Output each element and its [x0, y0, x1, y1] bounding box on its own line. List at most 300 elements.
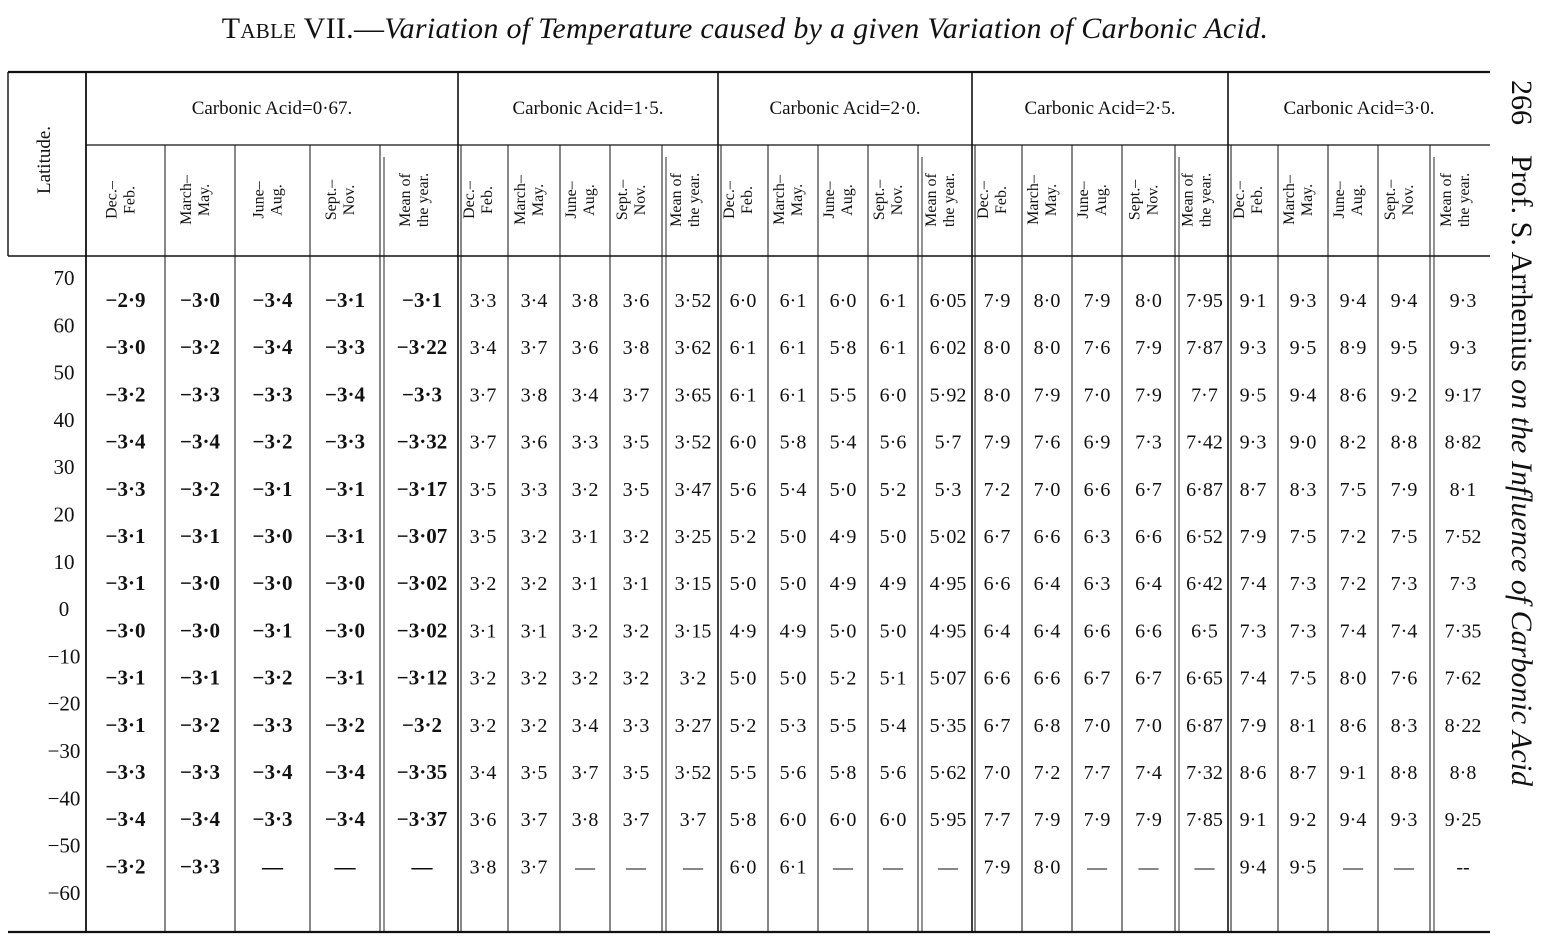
- table-cell: −3·0: [180, 288, 220, 312]
- table-cell: 3·2: [622, 620, 650, 643]
- column-header-line1: March–: [771, 175, 788, 225]
- table-cell: 8·3: [1289, 478, 1317, 501]
- group-label: Carbonic Acid=0·67.: [191, 98, 353, 119]
- table-cell: 7·0: [1135, 714, 1162, 737]
- table-cell: 6·6: [983, 667, 1011, 690]
- table-cell: 6·4: [1033, 573, 1061, 596]
- column-header-line2: Feb.: [121, 186, 139, 214]
- table-cell: 3·2: [622, 526, 650, 548]
- table-cell: 3·7: [520, 337, 548, 360]
- table-cell: 3·7: [520, 809, 548, 832]
- column-header-line1: March–: [178, 175, 195, 225]
- table-cell: −3·3: [180, 760, 220, 784]
- table-cell: 3·7: [469, 431, 497, 454]
- latitude-label: 30: [53, 455, 75, 480]
- table-cell: −3·1: [105, 665, 146, 690]
- table-cell: 3·52: [674, 762, 712, 784]
- table-cell: 9·4: [1390, 290, 1418, 312]
- table-cell: 7·7: [1191, 384, 1218, 407]
- table-cell: 5·02: [929, 526, 967, 548]
- table-cell: 3·47: [674, 478, 712, 501]
- table-cell: —: [938, 856, 958, 879]
- table-cell: −3·12: [396, 665, 448, 690]
- table-cell: 6·4: [983, 620, 1011, 643]
- column-header-line2: the year.: [941, 172, 958, 228]
- table-cell: 5·6: [729, 478, 757, 501]
- table-cell: 4·9: [829, 526, 857, 548]
- table-cell: 5·8: [729, 809, 757, 832]
- table-cell: −3·3: [180, 854, 220, 879]
- table-cell: 6·9: [1083, 431, 1111, 454]
- table-cell: 9·4: [1339, 290, 1367, 312]
- table-cell: 7·4: [1239, 573, 1267, 596]
- table-cell: −3·4: [325, 807, 365, 832]
- table-cell: −3·1: [105, 571, 146, 596]
- table-cell: −3·1: [325, 288, 365, 312]
- latitude-label: −60: [47, 880, 81, 905]
- table-cell: 6·0: [729, 290, 757, 312]
- table-cell: 6·7: [1135, 667, 1162, 690]
- table-cell: 9·4: [1289, 384, 1317, 407]
- table-cell: 3·7: [520, 856, 548, 879]
- table-cell: 7·9: [983, 856, 1011, 879]
- table-cell: 7·7: [983, 809, 1011, 832]
- table-cell: 6·0: [729, 431, 757, 454]
- table-cell: −3·0: [252, 571, 293, 596]
- column-header-line1: Sept.–: [614, 179, 631, 221]
- table-cell: −3·07: [396, 524, 448, 548]
- table-cell: 8·6: [1339, 384, 1367, 407]
- table-cell: 9·4: [1239, 856, 1267, 879]
- column-header-line1: Dec.–: [1231, 181, 1248, 219]
- table-cell: 7·0: [983, 762, 1011, 784]
- table-cell: 9·25: [1444, 809, 1482, 832]
- table-cell: 8·2: [1339, 431, 1367, 454]
- running-head-author: Prof. S. Arrhenius: [1505, 155, 1538, 372]
- table-cell: 3·7: [679, 809, 707, 832]
- table-cell: 6·0: [829, 809, 857, 832]
- table-cell: 5·3: [779, 714, 807, 737]
- latitude-label: 40: [53, 407, 75, 432]
- group-label: Carbonic Acid=3·0.: [1283, 98, 1435, 119]
- table-cell: 6·05: [929, 290, 967, 312]
- table-cell: 7·9: [1033, 384, 1061, 407]
- group-label: Carbonic Acid=2·0.: [769, 98, 921, 119]
- table-cell: 6·6: [1033, 526, 1061, 548]
- latitude-label: −40: [47, 786, 81, 811]
- table-cell: 5·0: [829, 620, 857, 643]
- column-header-line2: Nov.: [1400, 184, 1417, 216]
- table-cell: 7·9: [1239, 714, 1267, 737]
- table-cell: 6·65: [1186, 667, 1223, 690]
- table-cell: 7·9: [1135, 337, 1162, 360]
- table-cell: 5·0: [779, 573, 807, 596]
- table-cell: 5·6: [779, 762, 807, 784]
- table-cell: 3·2: [679, 667, 707, 690]
- table-cell: 6·4: [1033, 620, 1061, 643]
- column-header-line2: Feb.: [479, 186, 496, 214]
- column-header-line2: May.: [1299, 183, 1316, 217]
- table-cell: −3·2: [105, 382, 146, 407]
- table-cell: −3·1: [325, 476, 365, 501]
- table-cell: 7·52: [1444, 526, 1482, 548]
- table-cell: −3·4: [105, 429, 146, 454]
- table-cell: 7·9: [1135, 384, 1162, 407]
- table-cell: 3·6: [469, 809, 497, 832]
- table-cell: 7·35: [1444, 620, 1482, 643]
- column-header-line1: June–: [821, 181, 838, 219]
- table-cell: 9·3: [1390, 809, 1418, 832]
- column-header-line1: June–: [1075, 181, 1092, 219]
- table-cell: −3·4: [180, 807, 220, 832]
- table-cell: 6·3: [1083, 526, 1111, 548]
- table-cell: 7·4: [1339, 620, 1367, 643]
- table-cell: −3·02: [396, 618, 448, 643]
- table-cell: 7·0: [1083, 714, 1111, 737]
- table-cell: 3·5: [622, 431, 650, 454]
- table-cell: —: [1087, 856, 1107, 879]
- table-cell: −3·37: [396, 807, 448, 832]
- table-cell: 6·1: [879, 290, 907, 312]
- table-cell: 8·7: [1239, 478, 1267, 501]
- table-cell: 5·0: [829, 478, 857, 501]
- column-header-line2: May.: [196, 183, 213, 217]
- column-header-line2: Feb.: [739, 186, 756, 214]
- table-cell: 8·8: [1390, 431, 1418, 454]
- table-cell: —: [334, 854, 356, 879]
- table-cell: 7·7: [1083, 762, 1111, 784]
- table-cell: 3·15: [674, 620, 712, 643]
- table-cell: 3·7: [622, 384, 650, 407]
- column-header-line1: Mean of: [923, 173, 940, 227]
- table-cell: 7·4: [1135, 762, 1162, 784]
- table-cell: 5·7: [934, 431, 962, 454]
- table-cell: 9·5: [1289, 337, 1317, 360]
- table-cell: 7·2: [1033, 762, 1061, 784]
- table-cell: —: [1343, 856, 1363, 879]
- page-number: 266: [1505, 80, 1538, 125]
- table-cell: 3·1: [622, 573, 650, 596]
- table-cell: 9·3: [1449, 290, 1477, 312]
- table-cell: 5·0: [779, 667, 807, 690]
- table-cell: 7·9: [1033, 809, 1061, 832]
- table-cell: —: [833, 856, 853, 879]
- table-cell: −3·3: [402, 382, 442, 407]
- table-cell: 3·6: [571, 337, 599, 360]
- table-cell: 3·52: [674, 290, 712, 312]
- table-cell: 6·7: [1083, 667, 1111, 690]
- table-cell: 3·25: [674, 526, 712, 548]
- table-cell: 8·8: [1449, 762, 1477, 784]
- table-cell: −3·4: [325, 382, 365, 407]
- table-cell: 7·6: [1083, 337, 1111, 360]
- table-cell: −3·0: [325, 618, 365, 643]
- table-cell: 3·2: [520, 667, 548, 690]
- table-cell: 5·6: [879, 762, 907, 784]
- table-cell: −3·3: [325, 335, 365, 360]
- table-cell: 7·87: [1186, 337, 1223, 360]
- table-cell: 9·1: [1339, 762, 1367, 784]
- table-cell: −3·3: [325, 429, 365, 454]
- table-cell: 3·2: [469, 573, 497, 596]
- column-header-line1: Mean of: [1179, 173, 1197, 227]
- table-cell: 4·9: [829, 573, 857, 596]
- table-cell: 5·95: [929, 809, 967, 832]
- table-cell: 5·62: [929, 762, 967, 784]
- table-cell: 3·1: [571, 526, 599, 548]
- table-cell: −3·32: [396, 429, 448, 454]
- table-cell: 9·3: [1449, 337, 1477, 360]
- column-header-line1: Sept.–: [1126, 179, 1144, 221]
- table-cell: 7·6: [1390, 667, 1418, 690]
- table-cell: 3·52: [674, 431, 712, 454]
- latitude-label: −50: [47, 833, 81, 858]
- table-cell: 6·1: [729, 384, 757, 407]
- table-cell: −3·4: [252, 288, 293, 312]
- table-cell: 7·3: [1135, 431, 1162, 454]
- column-header-line1: Sept.–: [1382, 179, 1399, 221]
- table-cell: 3·2: [571, 667, 599, 690]
- table-cell: −3·1: [180, 524, 220, 548]
- table-cell: 6·7: [983, 714, 1011, 737]
- table-cell: 7·9: [1239, 526, 1267, 548]
- column-header-line1: Sept.–: [323, 179, 340, 221]
- table-cell: 5·8: [779, 431, 807, 454]
- table-cell: 3·5: [622, 762, 650, 784]
- group-label: Carbonic Acid=2·5.: [1024, 98, 1176, 119]
- table-cell: 7·32: [1186, 762, 1223, 784]
- table-cell: 3·1: [520, 620, 548, 643]
- column-header-line2: the year.: [1197, 172, 1215, 228]
- table-cell: 7·5: [1339, 478, 1367, 501]
- table-cell: 6·0: [779, 809, 807, 832]
- table-cell: 3·4: [571, 714, 599, 737]
- table-cell: 3·5: [469, 478, 497, 501]
- table-cell: 6·1: [779, 290, 807, 312]
- table-cell: −3·02: [396, 571, 448, 596]
- table-cell: 6·0: [879, 809, 907, 832]
- table-cell: 5·2: [729, 714, 757, 737]
- table-cell: 7·4: [1239, 667, 1267, 690]
- table-cell: −3·2: [325, 712, 365, 737]
- table-cell: 5·0: [779, 526, 807, 548]
- table-cell: 6·7: [983, 526, 1011, 548]
- table-cell: 6·8: [1033, 714, 1061, 737]
- table-cell: 9·3: [1239, 431, 1267, 454]
- table-cell: 6·6: [1083, 620, 1111, 643]
- table-cell: 4·9: [779, 620, 807, 643]
- table-cell: 8·6: [1239, 762, 1267, 784]
- table-cell: −3·4: [180, 429, 220, 454]
- table-cell: 3·3: [469, 290, 497, 312]
- table-cell: 7·9: [1135, 809, 1162, 832]
- table-cell: 3·8: [571, 809, 599, 832]
- column-header-line2: the year.: [686, 172, 703, 228]
- table-cell: 8·0: [1033, 337, 1061, 360]
- table-cell: −3·0: [252, 524, 293, 548]
- column-header-line2: May.: [789, 183, 806, 217]
- table-cell: 6·6: [1135, 526, 1162, 548]
- table-cell: −3·3: [180, 382, 220, 407]
- table-cell: −3·0: [180, 618, 220, 643]
- table-cell: 6·0: [729, 856, 757, 879]
- table-cell: −3·1: [252, 476, 293, 501]
- table-cell: 3·2: [622, 667, 650, 690]
- table-cell: 5·4: [879, 714, 907, 737]
- table-cell: 8·7: [1289, 762, 1317, 784]
- column-header-line2: Aug.: [839, 184, 856, 216]
- table-cell: 5·5: [829, 714, 857, 737]
- table-cell: 3·1: [469, 620, 497, 643]
- table-cell: 6·6: [1083, 478, 1111, 501]
- table-cell: 8·9: [1339, 337, 1367, 360]
- table-cell: −3·0: [105, 618, 146, 643]
- table-cell: −3·0: [180, 571, 220, 596]
- table-cell: 3·8: [469, 856, 497, 879]
- table-cell: −3·3: [252, 807, 293, 832]
- table-cell: 3·8: [571, 290, 599, 312]
- table-cell: 3·2: [571, 478, 599, 501]
- table-cell: 7·9: [983, 431, 1011, 454]
- table-cell: −3·1: [105, 524, 146, 548]
- table-cell: 4·95: [929, 620, 967, 643]
- column-header-line1: June–: [563, 181, 580, 219]
- column-header-line2: the year.: [415, 172, 432, 228]
- table-cell: −3·3: [105, 476, 146, 501]
- table-cell: 3·2: [469, 667, 497, 690]
- table-cell: 5·0: [879, 620, 907, 643]
- table-cell: —: [1194, 856, 1215, 879]
- table-cell: 5·4: [779, 478, 807, 501]
- table-cell: 5·0: [879, 526, 907, 548]
- latitude-label: 0: [58, 597, 70, 622]
- table-cell: −3·3: [252, 382, 293, 407]
- table-cell: −3·2: [252, 665, 293, 690]
- table-cell: 8·0: [1339, 667, 1367, 690]
- table-cell: 6·42: [1186, 573, 1223, 596]
- table-cell: 7·5: [1390, 526, 1418, 548]
- table-caption: Variation of Temperature caused by a given Variation of Carbonic Acid.: [384, 12, 1269, 45]
- table-cell: 3·4: [469, 337, 497, 360]
- column-header-line2: Aug.: [581, 184, 598, 216]
- table-cell: 5·1: [879, 667, 907, 690]
- table-label: Table VII.—: [221, 12, 385, 45]
- table-cell: 6·1: [729, 337, 757, 360]
- table-cell: −3·2: [402, 712, 442, 737]
- table-cell: 5·2: [729, 526, 757, 548]
- column-header-line1: Dec.–: [975, 181, 992, 219]
- table-cell: 8·22: [1444, 714, 1482, 737]
- table-cell: 6·6: [983, 573, 1011, 596]
- table-cell: −3·35: [396, 760, 448, 784]
- column-header-line2: the year.: [1456, 172, 1473, 228]
- table-cell: −3·4: [252, 335, 293, 360]
- table-cell: 3·2: [520, 573, 548, 596]
- group-label: Carbonic Acid=1·5.: [512, 98, 664, 119]
- table-cell: 6·5: [1191, 620, 1218, 643]
- table-cell: 8·0: [1033, 856, 1061, 879]
- table-cell: 7·2: [1339, 573, 1367, 596]
- table-cell: 3·4: [571, 384, 599, 407]
- latitude-label: −30: [47, 739, 81, 763]
- table-cell: −3·2: [252, 429, 293, 454]
- table-cell: 7·2: [983, 478, 1011, 501]
- column-header-line2: Feb.: [993, 186, 1010, 214]
- table-cell: 7·5: [1289, 526, 1317, 548]
- table-cell: 9·5: [1390, 337, 1418, 360]
- table-cell: 3·8: [520, 384, 548, 407]
- table-cell: 6·87: [1186, 714, 1223, 737]
- column-header-line2: Nov.: [632, 184, 649, 216]
- column-header-line2: Nov.: [1144, 184, 1162, 216]
- latitude-label: 60: [53, 313, 75, 338]
- column-header-line1: March–: [512, 175, 529, 225]
- table-cell: 3·3: [571, 431, 599, 454]
- table-cell: −3·1: [325, 665, 365, 690]
- table-cell: 3·4: [520, 290, 548, 312]
- table-cell: 3·2: [571, 620, 599, 643]
- latitude-label: −10: [47, 644, 81, 669]
- table-cell: 7·0: [1033, 478, 1061, 501]
- table-cell: −3·17: [396, 476, 448, 501]
- table-cell: 3·15: [674, 573, 712, 596]
- column-header-line1: Mean of: [668, 173, 685, 227]
- table-cell: −3·4: [325, 760, 365, 784]
- table-cell: 5·35: [929, 714, 967, 737]
- table-cell: 3·6: [520, 431, 548, 454]
- table-cell: 9·4: [1339, 809, 1367, 832]
- table-cell: 6·0: [829, 290, 857, 312]
- table-cell: 9·3: [1289, 290, 1317, 312]
- table-cell: —: [683, 856, 703, 879]
- table-cell: 3·3: [520, 478, 548, 501]
- running-head-subject: on the Influence of Carbonic Acid: [1505, 379, 1538, 787]
- table-cell: 6·4: [1135, 573, 1162, 596]
- table-cell: 5·2: [829, 667, 857, 690]
- table-cell: 3·2: [520, 526, 548, 548]
- table-cell: —: [411, 854, 433, 879]
- table-cell: 5·4: [829, 431, 857, 454]
- table-cell: 3·7: [571, 762, 599, 784]
- table-cell: 3·7: [469, 384, 497, 407]
- table-cell: 7·3: [1390, 573, 1418, 596]
- table-cell: −3·0: [105, 335, 146, 360]
- table-cell: 6·87: [1186, 478, 1223, 501]
- table-cell: 9·2: [1289, 809, 1317, 832]
- table-cell: 6·6: [1135, 620, 1162, 643]
- column-header-line1: Mean of: [397, 173, 414, 227]
- table-cell: 7·2: [1339, 526, 1367, 548]
- table-cell: 4·9: [729, 620, 757, 643]
- table-cell: 5·0: [729, 573, 757, 596]
- table-cell: −3·2: [105, 854, 146, 879]
- table-cell: 6·6: [1033, 667, 1061, 690]
- table-cell: 7·62: [1444, 667, 1482, 690]
- latitude-label: −20: [47, 691, 81, 716]
- table-cell: 3·65: [674, 384, 712, 407]
- table-cell: 5·07: [929, 667, 967, 690]
- table-cell: 3·1: [571, 573, 599, 596]
- table-cell: 7·3: [1289, 620, 1317, 643]
- table-cell: 5·6: [879, 431, 907, 454]
- table-cell: 8·6: [1339, 714, 1367, 737]
- table-cell: 3·2: [520, 714, 548, 737]
- table-cell: 9·1: [1239, 290, 1267, 312]
- table-cell: 3·5: [520, 762, 548, 784]
- table-cell: —: [575, 856, 595, 879]
- column-header-line2: Aug.: [1093, 184, 1110, 216]
- table-cell: 6·1: [779, 337, 807, 360]
